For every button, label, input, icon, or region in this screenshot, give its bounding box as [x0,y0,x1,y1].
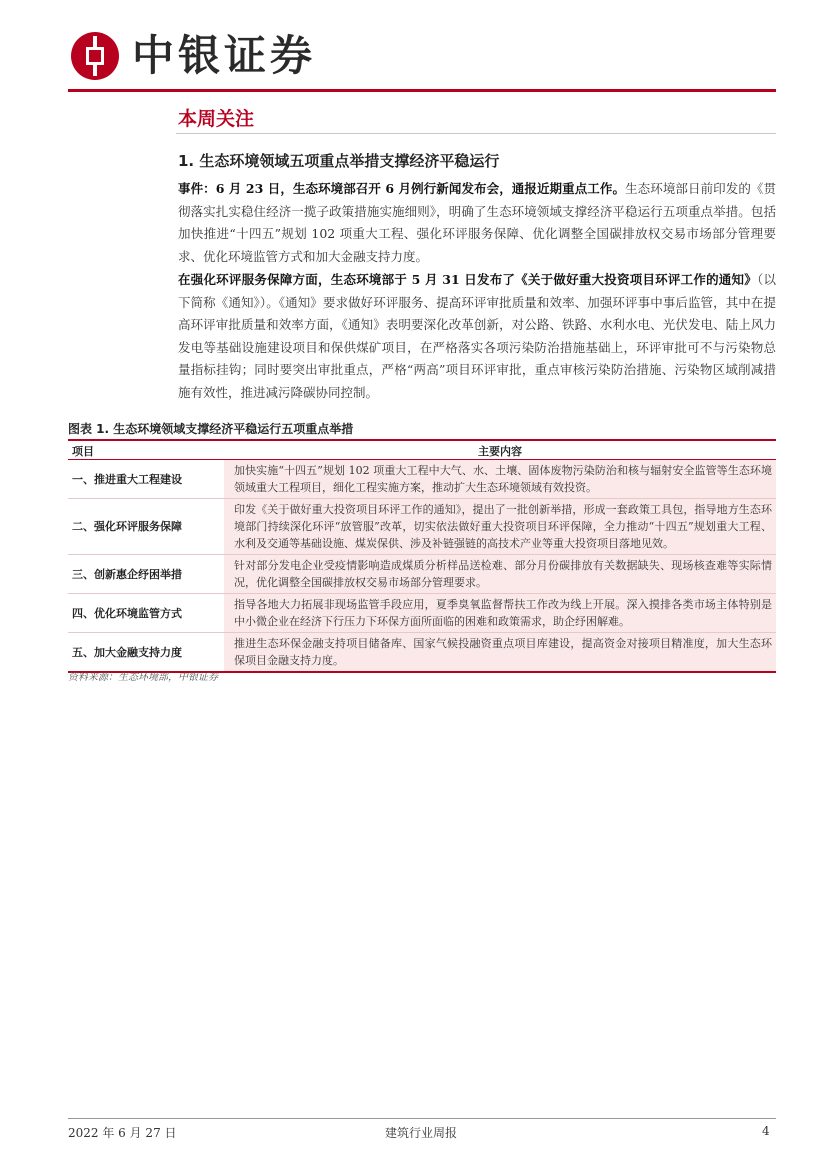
figure-source: 资料来源：生态环境部，中银证券 [68,672,218,683]
brand-name: 中银证券 [132,31,317,80]
table-row [68,499,776,555]
row-item: 一、推进重大工程建设 [68,460,224,499]
paragraph-eia [178,269,776,404]
column-header-item: 项目 [68,442,224,460]
figure-top-rule [68,439,776,441]
row-item: 四、优化环境监管方式 [68,594,224,633]
paragraph-event-lead: 事件：6 月 23 日，生态环境部召开 6 月例行新闻发布会，通报近期重点工作。 [178,181,626,196]
paragraph-event [178,178,776,268]
figure-title: 图表 1. 生态环境领域支撑经济平稳运行五项重点举措 [68,422,354,436]
paragraph-event-body: 生态环境部日前印发的《贯彻落实扎实稳住经济一揽子政策措施实施细则》，明确了生态环境领域支撑经济平稳运行五项重点举措。包括加快推进“十四五”规划 102 项重大工程、强化环评服务保障、优化调整全国碳排放权交易市场部分管理要求、优化环境监管方式和加大金融支持力度。 [178,181,776,264]
footer-divider [68,1118,776,1119]
row-content: 推进生态环保金融支持项目储备库、国家气候投融资重点项目库建设，提高资金对接项目精准度，加大生态环保项目金融支持力度。 [224,633,776,673]
article-heading: 1. 生态环境领域五项重点举措支撑经济平稳运行 [178,152,500,170]
row-item: 五、加大金融支持力度 [68,633,224,673]
row-content: 印发《关于做好重大投资项目环评工作的通知》，提出了一批创新举措，形成一套政策工具包，指导地方生态环境部门持续深化环评“放管服”改革，切实依法做好重大投资项目环评保障，全力推动“十四五”规划重大工程、水利及交通等基础设施、煤炭保供、涉及补链强链的高技术产业等重大投资项目落地见效。 [224,499,776,555]
footer-date: 2022 年 6 月 27 日 [68,1126,177,1140]
page-number: 4 [762,1124,770,1138]
section-divider [176,133,776,134]
row-content: 指导各地大力拓展非现场监管手段应用，夏季臭氧监督帮扶工作改为线上开展。深入摸排各类市场主体特别是中小微企业在经济下行压力下环保方面所面临的困难和政策需求，助企纾困解难。 [224,594,776,633]
paragraph-eia-lead: 在强化环评服务保障方面，生态环境部于 5 月 31 日发布了《关于做好重大投资项目环评工作的通知》 [178,272,757,287]
row-item: 三、创新惠企纾困举措 [68,555,224,594]
table-row [68,633,776,673]
row-content: 针对部分发电企业受疫情影响造成煤质分析样品送检难、部分月份碳排放有关数据缺失、现场核查难等实际情况，优化调整全国碳排放权交易市场部分管理要求。 [224,555,776,594]
header [68,24,776,94]
column-header-content: 主要内容 [224,442,776,460]
footer-report-name: 建筑行业周报 [385,1126,458,1140]
row-content: 加快实施“十四五”规划 102 项重大工程中大气、水、土壤、固体废物污染防治和核与辐射安全监管等生态环境领域重大工程项目，细化工程实施方案，推动扩大生态环境领域有效投资。 [224,460,776,499]
paragraph-eia-body: （以下简称《通知》）。《通知》要求做好环评服务、提高环评审批质量和效率、加强环评事中事后监管，其中在提高环评审批质量和效率方面，《通知》表明要深化改革创新，对公路、铁路、水利水电、光伏发电、陆上风力发电等基础设施建设项目和保供煤矿项目，在严格落实各项污染防治措施基础上，环评审批可不与污染物总量指标挂钩；同时要突出审批重点，严格“两高”项目环评审批，重点审核污染防治措施、污染物区域削减措施有效性，推进减污降碳协同控制。 [178,272,776,400]
measures-table [68,442,776,673]
table-row [68,594,776,633]
row-item: 二、强化环评服务保障 [68,499,224,555]
table-row [68,460,776,499]
bank-of-china-logo-icon [71,32,119,80]
section-title: 本周关注 [178,108,255,130]
table-row [68,555,776,594]
header-divider [68,89,776,92]
